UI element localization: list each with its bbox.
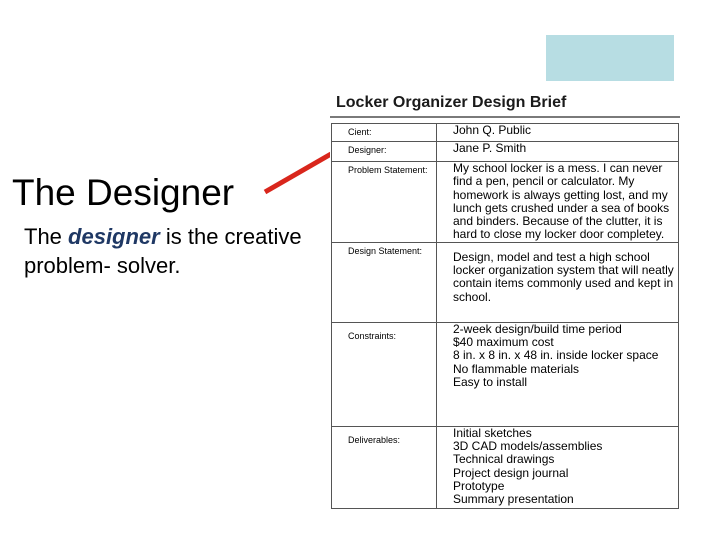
row-label: Cient: (332, 124, 437, 142)
brief-table (331, 123, 679, 509)
value-line: John Q. Public (453, 123, 532, 137)
value-line: My school locker is a mess. I can never (453, 161, 663, 175)
row-value (437, 426, 679, 508)
row-value (437, 142, 679, 162)
slide-heading: The Designer (12, 172, 235, 213)
value-line: contain items commonly used and kept in (453, 276, 674, 291)
value-line: Initial sketches (453, 425, 532, 440)
slide-body-text (24, 222, 324, 280)
value-line: and binders. Because of the clutter, it is (453, 214, 663, 229)
design-brief-document (330, 90, 680, 515)
value-line: Design, model and test a high school (453, 249, 650, 264)
table-row (332, 426, 679, 508)
document-title: Locker Organizer Design Brief (336, 94, 567, 111)
value-line: Summary presentation (453, 492, 574, 507)
row-label: Deliverables: (332, 426, 437, 508)
value-line: Technical drawings (453, 452, 555, 467)
corner-decoration-box (546, 35, 674, 81)
row-label: Designer: (332, 142, 437, 162)
value-line: homework is always getting lost, and my (453, 187, 668, 202)
table-row (332, 124, 679, 142)
value-line: $40 maximum cost (453, 335, 554, 350)
body-emphasis: designer (68, 224, 160, 249)
row-label: Design Statement: (332, 242, 437, 322)
value-line: lunch gets crushed under a sea of books (453, 200, 670, 215)
value-line: Project design journal (453, 465, 569, 480)
value-line: school. (453, 289, 492, 304)
pointer-line (262, 150, 334, 196)
value-line: No flammable materials (453, 361, 580, 376)
value-line: find a pen, pencil or calculator. My (453, 174, 635, 189)
table-row (332, 322, 679, 426)
value-line: 3D CAD models/assemblies (453, 439, 603, 454)
row-label: Problem Statement: (332, 162, 437, 243)
row-label: Constraints: (332, 322, 437, 426)
value-line: 8 in. x 8 in. x 48 in. inside locker space (453, 348, 659, 363)
row-value (437, 242, 679, 322)
value-line: Jane P. Smith (453, 141, 527, 155)
row-value (437, 162, 679, 243)
title-divider (330, 116, 680, 118)
table-row (332, 142, 679, 162)
body-prefix: The (24, 224, 69, 249)
value-line: Prototype (453, 478, 505, 493)
value-line: locker organization system that will neatly (453, 263, 674, 278)
body-suffix: is the creative problem- solver. (24, 224, 302, 278)
table-row (332, 162, 679, 243)
value-line: 2-week design/build time period (453, 321, 622, 336)
table-row (332, 242, 679, 322)
value-line: Easy to install (453, 374, 528, 389)
row-value (437, 124, 679, 142)
row-value (437, 322, 679, 426)
value-line: hard to close my locker door completey. (453, 227, 665, 242)
